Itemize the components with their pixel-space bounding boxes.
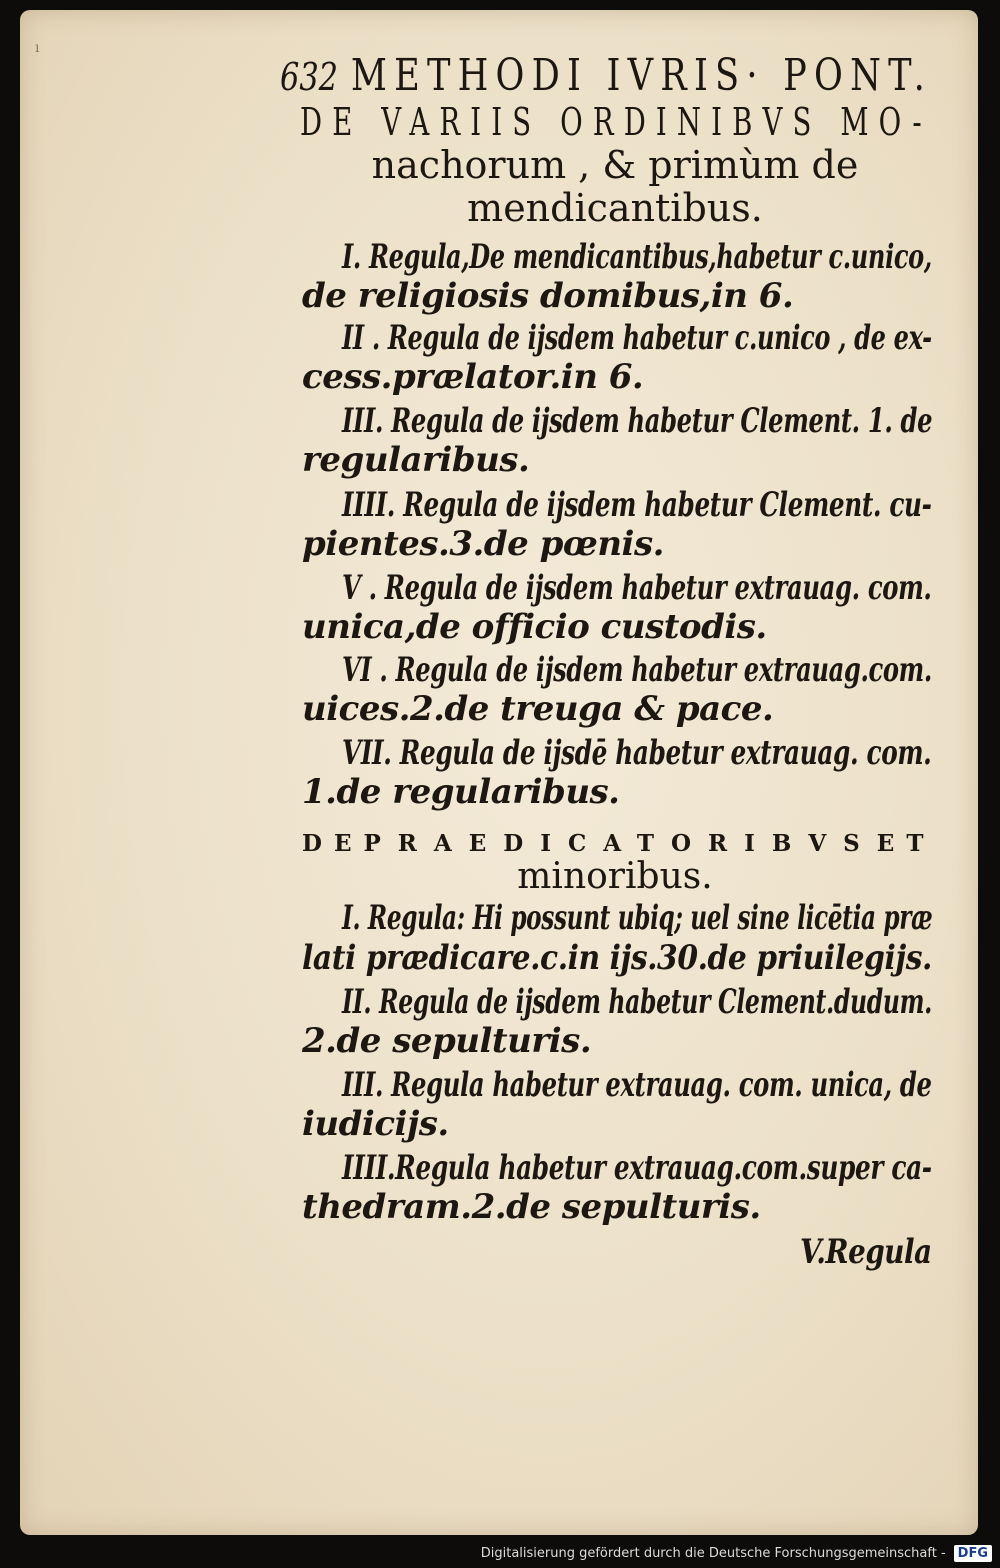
rule-entry-line: 1.de regularibus. — [302, 772, 620, 812]
section-heading-2-word: DE — [302, 830, 364, 857]
running-title: METHODI IVRIS· PONT. — [350, 50, 932, 101]
rule-entry-line: I. Regula,De mendicantibus,habetur c.unico, — [342, 237, 932, 277]
page-number: 632 — [280, 55, 339, 99]
section-heading-2-word: PRAEDICATORIBVS — [363, 830, 877, 857]
rule-entry-line: regularibus. — [302, 440, 530, 480]
margin-mark: ı — [35, 40, 40, 56]
rule-entry-line: III. Regula habetur extrauag. com. unica, de — [342, 1065, 932, 1105]
catchword: V.Regula — [800, 1232, 932, 1272]
section-heading-2-word: ET — [876, 830, 936, 857]
rule-entry-line: I. Regula: Hi possunt ubiq; uel sine licētia præ — [342, 898, 933, 938]
rule-entry-line: VI . Regula de ijsdem habetur extrauag.com. — [342, 650, 932, 690]
rule-entry-line: 2.de sepulturis. — [302, 1021, 592, 1061]
rule-entry-line: de religiosis domibus,in 6. — [302, 276, 794, 316]
rule-entry-line: lati prædicare.c.in ijs.30.de priuilegijs. — [302, 938, 932, 978]
rule-entry-line: thedram.2.de sepulturis. — [302, 1187, 761, 1227]
rule-entry-line: pientes.3.de pœnis. — [302, 524, 664, 564]
rule-entry-line: IIII.Regula habetur extrauag.com.super ca- — [342, 1148, 932, 1188]
rule-entry-line: II . Regula de ijsdem habetur c.unico , de ex- — [342, 318, 932, 358]
rule-entry-line: uices.2.de treuga & pace. — [302, 689, 774, 729]
rule-entry-line: iudicijs. — [302, 1104, 449, 1144]
rule-entry-line: unica,de officio custodis. — [302, 607, 767, 647]
rule-entry-line: V . Regula de ijsdem habetur extrauag. com. — [342, 568, 932, 608]
section-heading-1: DE VARIIS ORDINIBVS MO- — [300, 100, 932, 144]
rule-entry-line: IIII. Regula de ijsdem habetur Clement. cu- — [342, 485, 932, 525]
footer-text: Digitalisierung gefördert durch die Deutsche Forschungsgemeinschaft - — [480, 1545, 946, 1561]
rule-entry-line: cess.prælator.in 6. — [302, 357, 644, 397]
rule-entry-line: VII. Regula de ijsdē habetur extrauag. com. — [342, 733, 932, 773]
rule-entry-line: III. Regula de ijsdem habetur Clement. 1. de — [342, 401, 933, 441]
section-heading-1-line3: mendicantibus. — [467, 186, 763, 230]
digitization-footer — [481, 1542, 992, 1564]
section-heading-1-line2: nachorum , & primùm de — [371, 143, 859, 187]
section-heading-2 — [302, 830, 936, 857]
rule-entry-line: II. Regula de ijsdem habetur Clement.dudum. — [342, 982, 932, 1022]
running-head — [280, 50, 932, 101]
dfg-logo-icon: DFG — [954, 1545, 992, 1562]
section-heading-2-line2: minoribus. — [517, 856, 713, 897]
